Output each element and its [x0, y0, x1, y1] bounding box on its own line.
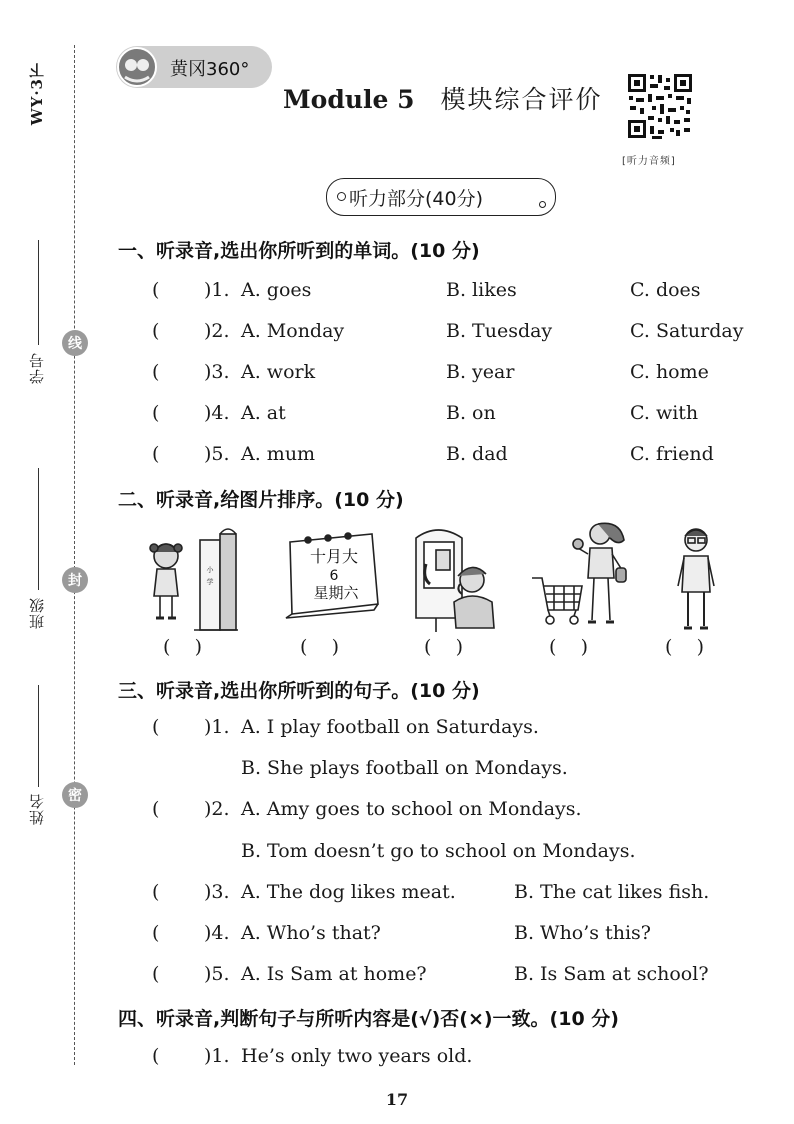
calendar-weekday: 星期六 [313, 584, 359, 602]
section2-heading: 二、听录音,给图片排序。(10 分) [118, 489, 404, 511]
option-a: A. I play football on Saturdays. [241, 716, 539, 738]
option-b: B. The cat likes fish. [514, 881, 710, 903]
listening-banner [326, 178, 556, 216]
option-a: A. goes [241, 279, 312, 301]
calendar-day: 6 [329, 568, 339, 584]
series-label: WY·3下 [28, 62, 46, 126]
section3-heading: 三、听录音,选出你所听到的句子。(10 分) [118, 680, 480, 702]
option-a: A. work [241, 361, 316, 383]
man-standing-picture [672, 522, 722, 634]
item-number: )1. [204, 716, 230, 738]
option-b: B. Is Sam at school? [514, 963, 709, 985]
answer-blank[interactable]: ( [152, 361, 160, 383]
banner-dot-left-icon [337, 192, 346, 201]
option-a: A. mum [241, 443, 316, 465]
item-number: )1. [204, 1045, 230, 1067]
item-number: )3. [204, 881, 230, 903]
option-a: A. The dog likes meat. [241, 881, 456, 903]
cut-line [74, 45, 75, 1065]
student-no-label: 学号 [28, 352, 46, 384]
svg-text:学: 学 [206, 578, 214, 586]
class-field[interactable] [38, 468, 39, 590]
calendar-month: 十月大 [309, 547, 359, 566]
option-a: A. Who’s that? [241, 922, 381, 944]
title-module: Module 5 [283, 85, 415, 114]
item-number: )2. [204, 798, 230, 820]
option-b: B. Who’s this? [514, 922, 651, 944]
seal-feng: 封 [62, 567, 88, 593]
option-c: C. home [630, 361, 709, 383]
brand-badge [116, 46, 272, 88]
picture-order-blank-4[interactable]: ( ) [549, 636, 588, 658]
option-b: B. She plays football on Mondays. [241, 757, 568, 779]
item-number: )5. [204, 443, 230, 465]
page-number: 17 [385, 1090, 409, 1109]
section4-heading: 四、听录音,判断句子与所听内容是(√)否(×)一致。(10 分) [118, 1008, 619, 1030]
item-number: )3. [204, 361, 230, 383]
seal-xian: 线 [62, 330, 88, 356]
answer-blank[interactable]: ( [152, 1045, 160, 1067]
option-c: C. friend [630, 443, 714, 465]
picture-order-blank-3[interactable]: ( ) [424, 636, 463, 658]
option-b: B. likes [446, 279, 517, 301]
answer-blank[interactable]: ( [152, 402, 160, 424]
qr-code-icon[interactable] [626, 72, 694, 140]
answer-blank[interactable]: ( [152, 922, 160, 944]
option-b: B. on [446, 402, 496, 424]
mascot-logo-icon [117, 47, 157, 87]
item-number: )4. [204, 922, 230, 944]
option-c: C. Saturday [630, 320, 744, 342]
name-label: 姓名 [28, 793, 46, 825]
title-chinese: 模块综合评价 [440, 85, 603, 114]
answer-blank[interactable]: ( [152, 881, 160, 903]
section1-heading: 一、听录音,选出你所听到的单词。(10 分) [118, 240, 480, 262]
boy-telephone-picture [412, 524, 498, 634]
girl-school-gate-picture [140, 522, 240, 634]
picture-order-blank-1[interactable]: ( ) [163, 636, 202, 658]
answer-blank[interactable]: ( [152, 320, 160, 342]
answer-blank[interactable]: ( [152, 963, 160, 985]
picture-order-blank-2[interactable]: ( ) [300, 636, 339, 658]
option-b: B. Tom doesn’t go to school on Mondays. [241, 840, 636, 862]
brand-name: 黄冈360° [170, 59, 250, 80]
seal-mi: 密 [62, 782, 88, 808]
answer-blank[interactable]: ( [152, 443, 160, 465]
option-a: A. Is Sam at home? [241, 963, 427, 985]
option-a: A. Monday [241, 320, 345, 342]
picture-order-blank-5[interactable]: ( ) [665, 636, 704, 658]
qr-caption: [听力音频] [622, 156, 676, 167]
name-field[interactable] [38, 685, 39, 787]
class-label: 班级 [28, 597, 46, 629]
item-number: )4. [204, 402, 230, 424]
option-b: B. Tuesday [446, 320, 553, 342]
page-title [283, 80, 603, 116]
banner-dot-right-icon [539, 201, 546, 208]
answer-blank[interactable]: ( [152, 279, 160, 301]
student-no-field[interactable] [38, 240, 39, 345]
option-b: B. year [446, 361, 515, 383]
item-number: )5. [204, 963, 230, 985]
answer-blank[interactable]: ( [152, 716, 160, 738]
item-number: )2. [204, 320, 230, 342]
svg-text:小: 小 [206, 566, 214, 574]
calendar-picture [278, 522, 384, 622]
woman-shopping-picture [528, 518, 636, 630]
answer-blank[interactable]: ( [152, 798, 160, 820]
option-c: C. with [630, 402, 699, 424]
banner-text: 听力部分(40分) [349, 188, 484, 210]
option-b: B. dad [446, 443, 508, 465]
option-a: A. Amy goes to school on Mondays. [241, 798, 582, 820]
statement-text: He’s only two years old. [241, 1045, 473, 1067]
option-a: A. at [241, 402, 286, 424]
option-c: C. does [630, 279, 701, 301]
item-number: )1. [204, 279, 230, 301]
